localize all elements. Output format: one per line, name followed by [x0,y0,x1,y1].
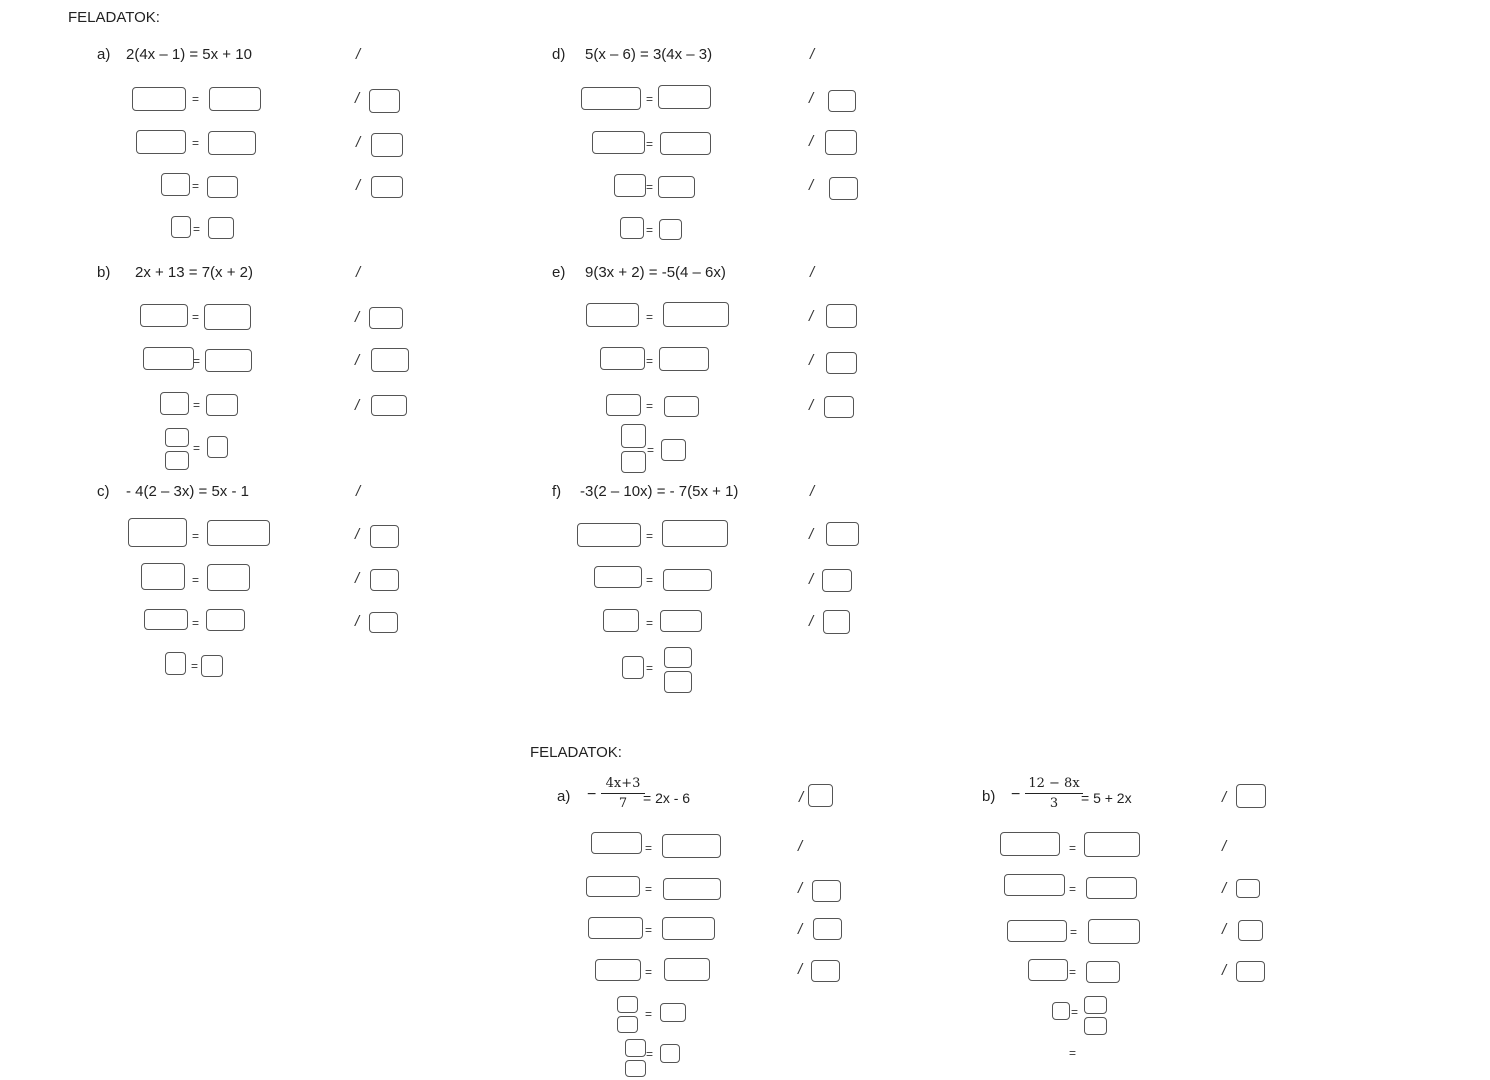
slash-mark: / [356,264,361,281]
section-title-bottom: FELADATOK: [530,744,622,761]
denominator-box[interactable] [664,671,692,693]
equals-sign: = [646,399,654,413]
operation-box[interactable] [371,176,403,198]
operation-box[interactable] [1236,784,1266,808]
answer-box[interactable] [662,917,715,940]
slash-mark: / [355,526,360,543]
answer-box[interactable] [594,566,642,588]
equals-sign: = [193,398,201,412]
operation-box[interactable] [825,130,857,155]
operation-box[interactable] [370,525,399,548]
equals-sign: = [646,616,654,630]
answer-box[interactable] [160,392,189,415]
equals-sign: = [646,1047,654,1061]
operation-box[interactable] [371,395,407,416]
numerator-box[interactable] [617,996,638,1013]
answer-box[interactable] [207,176,238,198]
task2-a-rhs: = 2x - 6 [643,790,691,806]
answer-box[interactable] [622,656,644,679]
task-e-label: e) [552,264,566,281]
slash-mark: / [356,483,361,500]
answer-box[interactable] [603,609,639,632]
numerator-box[interactable] [625,1039,646,1057]
answer-box[interactable] [206,609,245,631]
task-c-equation: - 4(2 – 3x) = 5x - 1 [126,483,249,500]
answer-box[interactable] [208,217,234,239]
task-a-label: a) [97,46,111,63]
slash-mark: / [798,921,803,938]
numerator-box[interactable] [1084,996,1107,1014]
equals-sign: = [646,137,654,151]
operation-box[interactable] [822,569,852,592]
answer-box[interactable] [143,347,194,370]
operation-box[interactable] [826,352,857,374]
operation-box[interactable] [808,784,833,807]
equals-sign: = [645,1007,653,1021]
slash-mark: / [355,570,360,587]
fraction-denominator: 7 [618,796,628,811]
answer-box[interactable] [600,347,645,370]
answer-box[interactable] [595,959,641,981]
slash-mark: / [809,526,814,543]
slash-mark: / [810,264,815,281]
equals-sign: = [646,529,654,543]
equals-sign: = [646,310,654,324]
operation-box[interactable] [370,569,399,591]
equals-sign: = [191,659,199,673]
slash-mark: / [355,397,360,414]
slash-mark: / [355,90,360,107]
answer-box[interactable] [1084,832,1140,857]
operation-box[interactable] [1236,879,1260,898]
operation-box[interactable] [1236,961,1265,982]
fraction-bar [1025,793,1083,794]
answer-box[interactable] [591,832,642,854]
section-title-top: FELADATOK: [68,9,160,26]
task-f-equation: -3(2 – 10x) = - 7(5x + 1) [580,483,739,500]
answer-box[interactable] [136,130,186,154]
numerator-box[interactable] [621,424,646,448]
operation-box[interactable] [371,133,403,157]
operation-box[interactable] [823,610,850,634]
answer-box[interactable] [128,518,187,547]
task-d-label: d) [552,46,566,63]
answer-box[interactable] [614,174,646,197]
answer-box[interactable] [1086,877,1137,899]
task-f-label: f) [552,483,562,500]
fraction-numerator: 4x+3 [605,776,641,791]
answer-box[interactable] [660,1044,680,1063]
slash-mark: / [809,308,814,325]
answer-box[interactable] [132,87,186,111]
answer-box[interactable] [586,876,640,897]
answer-box[interactable] [1028,959,1068,981]
task-d-equation: 5(x – 6) = 3(4x – 3) [585,46,713,63]
equals-sign: = [1069,965,1077,979]
task-c-label: c) [97,483,110,500]
slash-mark: / [809,571,814,588]
answer-box[interactable] [588,917,643,939]
answer-box[interactable] [577,523,641,547]
answer-box[interactable] [1088,919,1140,944]
answer-box[interactable] [586,303,639,327]
answer-box[interactable] [581,87,641,110]
fraction-b [1025,776,1083,811]
minus-sign: − [587,786,597,803]
operation-box[interactable] [369,612,398,633]
slash-mark: / [1222,962,1227,979]
slash-mark: / [355,309,360,326]
task-b-equation: 2x + 13 = 7(x + 2) [135,264,253,281]
slash-mark: / [799,789,804,806]
equals-sign: = [1069,882,1077,896]
answer-box[interactable] [664,396,699,417]
slash-mark: / [1222,880,1227,897]
answer-box[interactable] [201,655,223,677]
answer-box[interactable] [592,131,645,154]
slash-mark: / [1222,789,1227,806]
equals-sign: = [646,92,654,106]
answer-box[interactable] [208,131,256,155]
slash-mark: / [809,397,814,414]
answer-box[interactable] [1007,920,1067,942]
slash-mark: / [809,352,814,369]
answer-box[interactable] [658,176,695,198]
operation-box[interactable] [371,348,409,372]
equals-sign: = [193,222,201,236]
answer-box[interactable] [660,1003,686,1022]
answer-box[interactable] [606,394,641,416]
answer-box[interactable] [660,132,711,155]
answer-box[interactable] [662,834,721,858]
slash-mark: / [1222,921,1227,938]
equals-sign: = [645,923,653,937]
equals-sign: = [1069,1046,1077,1060]
equals-sign: = [645,965,653,979]
slash-mark: / [798,880,803,897]
operation-box[interactable] [1238,920,1263,941]
answer-box[interactable] [663,569,712,591]
operation-box[interactable] [369,89,400,113]
answer-box[interactable] [663,302,729,327]
task-b-label: b) [97,264,111,281]
answer-box[interactable] [207,520,270,546]
answer-box[interactable] [1004,874,1065,896]
task2-b-label: b) [982,788,996,805]
answer-box[interactable] [662,520,728,547]
answer-box[interactable] [663,878,721,900]
minus-sign: − [1011,786,1021,803]
answer-box[interactable] [171,216,191,238]
equals-sign: = [646,661,654,675]
answer-box[interactable] [204,304,251,330]
equals-sign: = [192,310,200,324]
denominator-box[interactable] [165,451,189,470]
task-a-equation: 2(4x – 1) = 5x + 10 [126,46,252,63]
equals-sign: = [1071,1005,1079,1019]
equals-sign: = [192,92,200,106]
answer-box[interactable] [659,219,682,240]
slash-mark: / [1222,838,1227,855]
slash-mark: / [810,483,815,500]
equals-sign: = [645,882,653,896]
answer-box[interactable] [141,563,185,590]
operation-box[interactable] [813,918,842,940]
answer-box[interactable] [144,609,188,630]
answer-box[interactable] [1052,1002,1070,1020]
answer-box[interactable] [165,652,186,675]
task2-b-rhs: = 5 + 2x [1081,790,1132,806]
equals-sign: = [192,529,200,543]
slash-mark: / [356,177,361,194]
equals-sign: = [1070,925,1078,939]
equals-sign: = [646,354,654,368]
operation-box[interactable] [829,177,858,200]
operation-box[interactable] [824,396,854,418]
denominator-box[interactable] [625,1060,646,1077]
answer-box[interactable] [206,394,238,416]
slash-mark: / [809,133,814,150]
denominator-box[interactable] [617,1016,638,1033]
numerator-box[interactable] [664,647,692,668]
operation-box[interactable] [828,90,856,112]
equals-sign: = [193,441,201,455]
fraction-bar [601,793,645,794]
equals-sign: = [645,841,653,855]
answer-box[interactable] [161,173,190,196]
equals-sign: = [193,354,201,368]
operation-box[interactable] [369,307,403,329]
answer-box[interactable] [658,85,711,109]
operation-box[interactable] [826,304,857,328]
denominator-box[interactable] [621,451,646,473]
equals-sign: = [647,443,655,457]
slash-mark: / [355,613,360,630]
numerator-box[interactable] [165,428,189,447]
operation-box[interactable] [826,522,859,546]
equals-sign: = [646,223,654,237]
slash-mark: / [809,613,814,630]
denominator-box[interactable] [1084,1017,1107,1035]
operation-box[interactable] [812,880,841,902]
slash-mark: / [798,838,803,855]
task-e-equation: 9(3x + 2) = -5(4 – 6x) [585,264,726,281]
answer-box[interactable] [140,304,188,327]
answer-box[interactable] [664,958,710,981]
equals-sign: = [192,573,200,587]
answer-box[interactable] [660,610,702,632]
slash-mark: / [810,46,815,63]
slash-mark: / [798,961,803,978]
equals-sign: = [646,180,654,194]
answer-box[interactable] [1000,832,1060,856]
slash-mark: / [356,46,361,63]
answer-box[interactable] [620,217,644,239]
slash-mark: / [809,90,814,107]
answer-box[interactable] [661,439,686,461]
equals-sign: = [646,573,654,587]
slash-mark: / [355,352,360,369]
equals-sign: = [192,136,200,150]
equals-sign: = [1069,841,1077,855]
equals-sign: = [192,179,200,193]
fraction-denominator: 3 [1049,796,1059,811]
answer-box[interactable] [209,87,261,111]
answer-box[interactable] [205,349,252,372]
operation-box[interactable] [811,960,840,982]
equals-sign: = [192,616,200,630]
fraction-a [601,776,645,811]
answer-box[interactable] [207,436,228,458]
task2-a-label: a) [557,788,571,805]
slash-mark: / [356,134,361,151]
answer-box[interactable] [207,564,250,591]
answer-box[interactable] [659,347,709,371]
answer-box[interactable] [1086,961,1120,983]
fraction-numerator: 12 − 8x [1028,776,1080,791]
slash-mark: / [809,177,814,194]
